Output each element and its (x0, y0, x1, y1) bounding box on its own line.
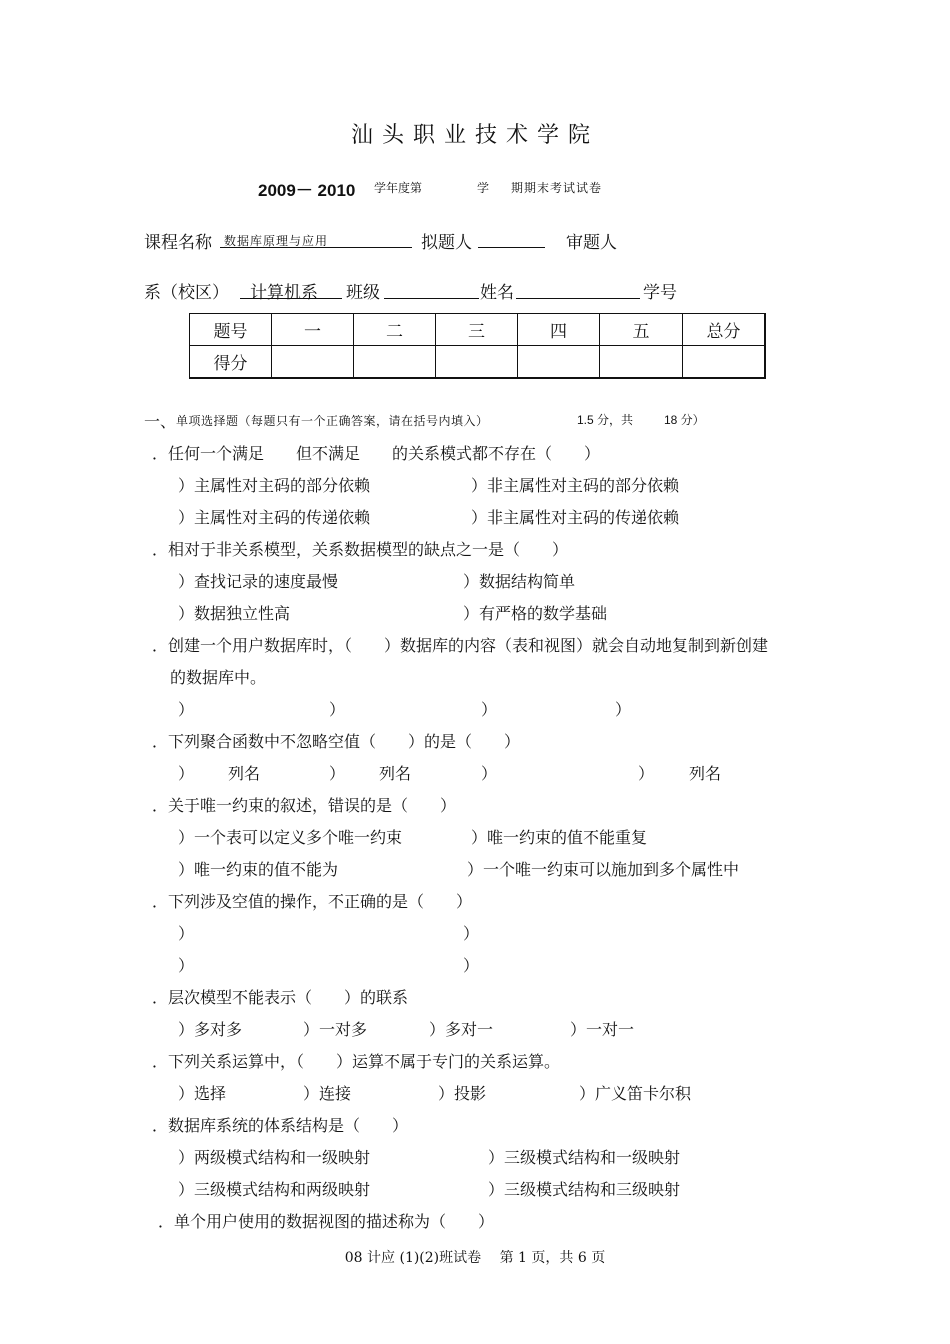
score-header-cell: 二 (354, 314, 436, 346)
name-field[interactable] (516, 298, 640, 299)
question-stem: ．单个用户使用的数据视图的描述称为（ ） (158, 1212, 495, 1231)
course-value: 数据库原理与应用 (224, 234, 329, 248)
class-label: 班级 (346, 283, 380, 303)
page-footer: 08 计应 (1)(2)班试卷 第 1 页，共 6 页 (344, 1250, 606, 1266)
answer-option[interactable]: ）一个表可以定义多个唯一约束 (178, 828, 403, 847)
answer-option[interactable]: ）主属性对主码的传递依赖 (178, 508, 371, 527)
exam-year: 2009－ 2010 (258, 181, 356, 200)
exam-type-text: 期期末考试试卷 (511, 181, 603, 195)
course-underline (220, 247, 412, 248)
question-stem: ．相对于非关系模型，关系数据模型的缺点之一是（ ） (152, 540, 569, 559)
score-header-cell: 题号 (190, 314, 272, 346)
answer-option[interactable]: ）唯一约束的值不能为 (178, 860, 339, 879)
score-header-cell: 总分 (683, 314, 766, 346)
question-stem: ．下列关系运算中，（ ）运算不属于专门的关系运算。 (152, 1052, 561, 1071)
question-stem-continued: 的数据库中。 (170, 668, 267, 687)
score-table-header-row (190, 314, 766, 346)
answer-option[interactable]: ） (481, 764, 498, 783)
answer-option[interactable]: ） (178, 924, 195, 943)
dept-value: 计算机系 (250, 283, 318, 303)
score-cell[interactable] (683, 346, 766, 379)
student-id-label: 学号 (643, 283, 677, 303)
setter-field[interactable] (478, 247, 545, 248)
section-points-total: 18 分） (664, 413, 705, 427)
setter-label: 拟题人 (421, 233, 472, 253)
answer-option[interactable]: ） (615, 700, 632, 719)
section-number: 一、 (144, 412, 177, 431)
class-field[interactable] (384, 298, 479, 299)
exam-term-text: 学年度第 (374, 181, 423, 195)
answer-option[interactable]: ）数据独立性高 (178, 604, 291, 623)
score-cell[interactable] (272, 346, 354, 379)
answer-option[interactable]: ）查找记录的速度最慢 (178, 572, 339, 591)
answer-option[interactable]: ）非主属性对主码的部分依赖 (471, 476, 680, 495)
answer-option[interactable]: ）一对多 (303, 1020, 368, 1039)
question-stem: ．下列聚合函数中不忽略空值（ ）的是（ ） (152, 732, 521, 751)
score-row-label: 得分 (190, 346, 272, 379)
answer-option[interactable]: ） (481, 700, 498, 719)
answer-option[interactable]: ）数据结构简单 (463, 572, 576, 591)
score-cell[interactable] (354, 346, 436, 379)
score-cell[interactable] (600, 346, 683, 379)
score-cell[interactable] (436, 346, 518, 379)
exam-term-sep: 学 (477, 181, 490, 195)
question-stem: ．层次模型不能表示（ ）的联系 (152, 988, 409, 1007)
question-stem: ．创建一个用户数据库时，（ ）数据库的内容（表和视图）就会自动地复制到新创建 (152, 636, 769, 655)
option-text: 列名 (379, 764, 412, 783)
page-title: 汕头职业技术学院 (350, 123, 599, 148)
question-stem: ．任何一个满足 但不满足 的关系模式都不存在（ ） (152, 444, 601, 463)
answer-option[interactable]: ）三级模式结构和三级映射 (488, 1180, 681, 1199)
answer-option[interactable]: ） (463, 956, 480, 975)
answer-option[interactable]: ）非主属性对主码的传递依赖 (471, 508, 680, 527)
answer-option[interactable]: ）投影 (438, 1084, 487, 1103)
question-stem: ．关于唯一约束的叙述，错误的是（ ） (152, 796, 457, 815)
answer-option[interactable]: ）一对一 (570, 1020, 635, 1039)
answer-option[interactable]: ）两级模式结构和一级映射 (178, 1148, 371, 1167)
answer-option[interactable]: ）多对一 (429, 1020, 494, 1039)
option-text: 列名 (228, 764, 261, 783)
answer-option[interactable]: ）三级模式结构和一级映射 (488, 1148, 681, 1167)
question-stem: ．数据库系统的体系结构是（ ） (152, 1116, 409, 1135)
score-cell[interactable] (518, 346, 600, 379)
answer-option[interactable]: ） (329, 764, 346, 783)
answer-option[interactable]: ） (638, 764, 655, 783)
name-label: 姓名 (480, 283, 514, 303)
score-header-cell: 五 (600, 314, 683, 346)
dept-label: 系（校区） (144, 283, 229, 303)
answer-option[interactable]: ）广义笛卡尔积 (579, 1084, 692, 1103)
answer-option[interactable]: ） (178, 700, 195, 719)
score-table-score-row (190, 346, 766, 379)
score-header-cell: 四 (518, 314, 600, 346)
section-points-each: 1.5 分，共 (577, 413, 634, 427)
answer-option[interactable]: ）多对多 (178, 1020, 243, 1039)
score-header-cell: 一 (272, 314, 354, 346)
answer-option[interactable]: ） (463, 924, 480, 943)
answer-option[interactable]: ） (329, 700, 346, 719)
answer-option[interactable]: ） (178, 956, 195, 975)
score-header-cell: 三 (436, 314, 518, 346)
answer-option[interactable]: ）连接 (303, 1084, 352, 1103)
answer-option[interactable]: ）三级模式结构和两级映射 (178, 1180, 371, 1199)
option-text: 列名 (689, 764, 722, 783)
answer-option[interactable]: ）有严格的数学基础 (463, 604, 608, 623)
answer-option[interactable]: ）一个唯一约束可以施加到多个属性中 (467, 860, 740, 879)
question-stem: ．下列涉及空值的操作，不正确的是（ ） (152, 892, 473, 911)
dept-underline (240, 298, 342, 299)
course-label: 课程名称 (144, 233, 212, 253)
score-table (189, 313, 766, 379)
answer-option[interactable]: ） (178, 764, 195, 783)
answer-option[interactable]: ）主属性对主码的部分依赖 (178, 476, 371, 495)
answer-option[interactable]: ）选择 (178, 1084, 227, 1103)
section-title: 单项选择题（每题只有一个正确答案，请在括号内填入） (176, 414, 489, 428)
answer-option[interactable]: ）唯一约束的值不能重复 (471, 828, 648, 847)
reviewer-label: 审题人 (566, 233, 617, 253)
